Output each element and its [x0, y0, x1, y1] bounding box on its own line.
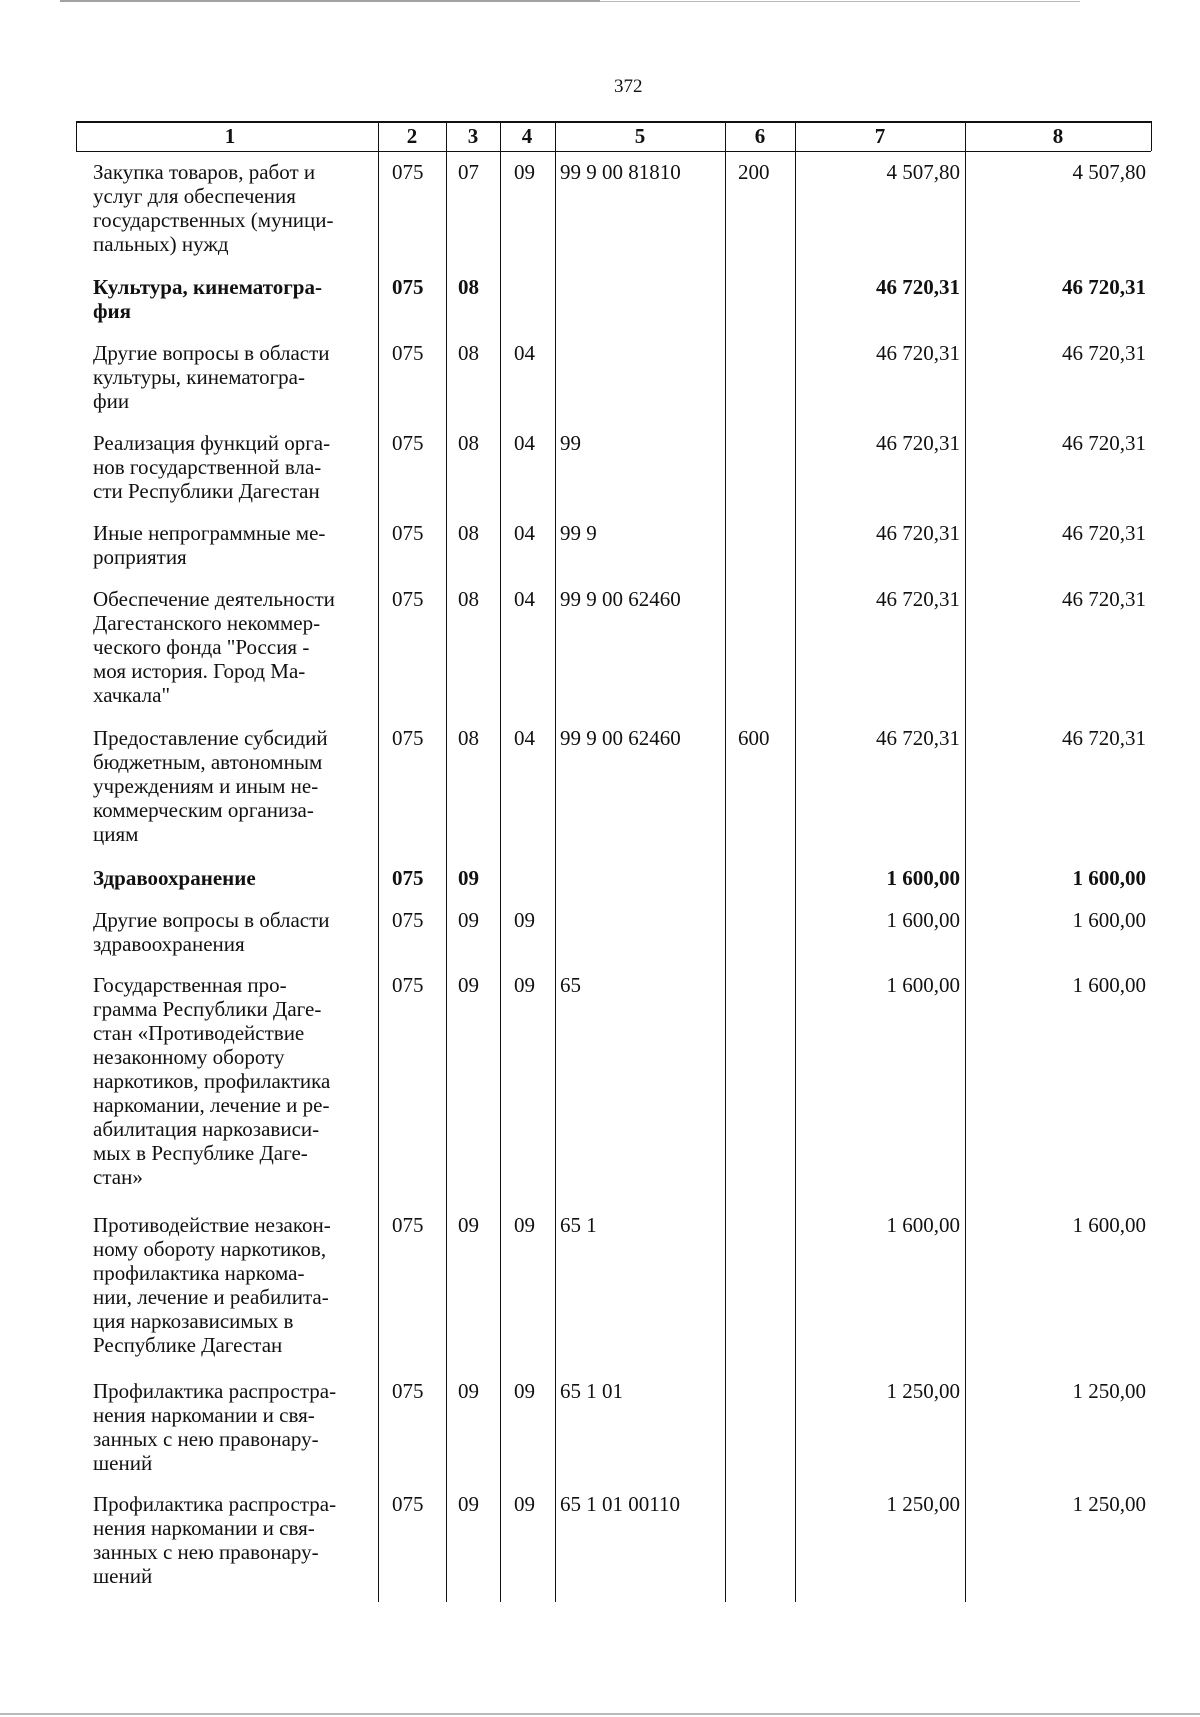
row-name: Здравоохранение — [93, 866, 256, 890]
page-number: 372 — [614, 76, 643, 97]
row-c3: 08 — [458, 726, 479, 750]
column-divider — [725, 121, 726, 1602]
row-c3: 08 — [458, 275, 479, 299]
row-c3: 09 — [458, 1213, 479, 1237]
row-c4: 04 — [514, 726, 535, 750]
row-c4: 09 — [514, 160, 535, 184]
row-c4: 04 — [514, 587, 535, 611]
row-c4: 09 — [514, 973, 535, 997]
row-c7: 46 720,31 — [876, 726, 960, 750]
row-c5: 65 1 01 — [560, 1379, 623, 1403]
row-c4: 04 — [514, 431, 535, 455]
column-header-6: 6 — [754, 124, 766, 148]
row-c3: 09 — [458, 866, 479, 890]
row-c4: 09 — [514, 1213, 535, 1237]
column-divider — [795, 121, 796, 1602]
column-header-1: 1 — [224, 124, 236, 148]
row-c8: 1 600,00 — [1072, 1213, 1146, 1237]
row-c2: 075 — [392, 275, 424, 299]
column-header-3: 3 — [467, 124, 479, 148]
row-c6: 200 — [738, 160, 770, 184]
row-c3: 08 — [458, 521, 479, 545]
row-c6: 600 — [738, 726, 770, 750]
row-c2: 075 — [392, 521, 424, 545]
column-header-5: 5 — [634, 124, 646, 148]
row-c7: 1 600,00 — [886, 973, 960, 997]
row-c7: 46 720,31 — [876, 521, 960, 545]
row-c8: 4 507,80 — [1072, 160, 1146, 184]
column-header-4: 4 — [521, 124, 533, 148]
row-c5: 65 — [560, 973, 581, 997]
row-c8: 1 250,00 — [1072, 1379, 1146, 1403]
row-c2: 075 — [392, 341, 424, 365]
row-c5: 99 — [560, 431, 581, 455]
row-c4: 04 — [514, 341, 535, 365]
row-name: Культура, кинематогра- фия — [93, 275, 322, 323]
header-bottom-border — [76, 151, 1151, 152]
column-header-2: 2 — [406, 124, 418, 148]
row-name: Государственная про- грамма Республики Даге- стан «Противодействие незаконному обороту наркотиков, профилактика наркомании, лечение и ре- абилитация наркозависи- мых в Республике Даге- стан» — [93, 973, 331, 1189]
row-c2: 075 — [392, 160, 424, 184]
row-c8: 46 720,31 — [1062, 431, 1146, 455]
row-name: Другие вопросы в области здравоохранения — [93, 908, 330, 956]
row-c7: 4 507,80 — [886, 160, 960, 184]
row-c7: 1 250,00 — [886, 1492, 960, 1516]
row-c5: 65 1 01 00110 — [560, 1492, 680, 1516]
row-c8: 46 720,31 — [1062, 275, 1146, 299]
row-c3: 08 — [458, 431, 479, 455]
row-c5: 65 1 — [560, 1213, 597, 1237]
row-name: Предоставление субсидий бюджетным, автономным учреждениям и иным не- коммерческим организа- циям — [93, 726, 328, 846]
row-c7: 46 720,31 — [876, 587, 960, 611]
column-header-7: 7 — [874, 124, 886, 148]
row-c3: 08 — [458, 341, 479, 365]
column-divider — [378, 121, 379, 1602]
row-c3: 07 — [458, 160, 479, 184]
row-name: Реализация функций орга- нов государственной вла- сти Республики Дагестан — [93, 431, 331, 503]
row-c5: 99 9 00 62460 — [560, 726, 681, 750]
row-c7: 1 600,00 — [886, 1213, 960, 1237]
row-c8: 1 600,00 — [1072, 866, 1146, 890]
row-c2: 075 — [392, 1492, 424, 1516]
row-name: Обеспечение деятельности Дагестанского некоммер- ческого фонда "Россия - моя история. Город Ма- хачкала" — [93, 587, 335, 707]
row-c2: 075 — [392, 866, 424, 890]
row-c3: 09 — [458, 1492, 479, 1516]
row-c8: 1 600,00 — [1072, 973, 1146, 997]
row-name: Профилактика распростра- нения наркомании и свя- занных с нею правонару- шений — [93, 1492, 337, 1588]
row-c8: 46 720,31 — [1062, 521, 1146, 545]
row-name: Другие вопросы в области культуры, кинематогра- фии — [93, 341, 330, 413]
row-name: Иные непрограммные ме- роприятия — [93, 521, 326, 569]
row-c7: 1 600,00 — [886, 866, 960, 890]
row-c7: 46 720,31 — [876, 431, 960, 455]
row-c8: 1 250,00 — [1072, 1492, 1146, 1516]
row-c2: 075 — [392, 908, 424, 932]
row-c7: 1 250,00 — [886, 1379, 960, 1403]
row-c7: 1 600,00 — [886, 908, 960, 932]
column-divider — [76, 121, 77, 151]
row-c2: 075 — [392, 726, 424, 750]
column-divider — [555, 121, 556, 1602]
row-c4: 09 — [514, 1379, 535, 1403]
row-c7: 46 720,31 — [876, 341, 960, 365]
row-c7: 46 720,31 — [876, 275, 960, 299]
row-c5: 99 9 — [560, 521, 597, 545]
row-c8: 1 600,00 — [1072, 908, 1146, 932]
row-c4: 09 — [514, 1492, 535, 1516]
row-c3: 09 — [458, 1379, 479, 1403]
table-top-border — [76, 121, 1151, 123]
row-c3: 09 — [458, 973, 479, 997]
row-name: Профилактика распростра- нения наркомании и свя- занных с нею правонару- шений — [93, 1379, 337, 1475]
row-c2: 075 — [392, 1213, 424, 1237]
row-c5: 99 9 00 62460 — [560, 587, 681, 611]
row-c4: 09 — [514, 908, 535, 932]
row-name: Закупка товаров, работ и услуг для обеспечения государственных (муници- пальных) нужд — [93, 160, 334, 256]
row-name: Противодействие незакон- ному обороту наркотиков, профилактика наркома- нии, лечение и реабилита- ция наркозависимых в Республике Дагестан — [93, 1213, 331, 1357]
row-c8: 46 720,31 — [1062, 726, 1146, 750]
row-c5: 99 9 00 81810 — [560, 160, 681, 184]
row-c2: 075 — [392, 587, 424, 611]
row-c3: 08 — [458, 587, 479, 611]
row-c8: 46 720,31 — [1062, 587, 1146, 611]
row-c3: 09 — [458, 908, 479, 932]
column-divider — [446, 121, 447, 1602]
row-c2: 075 — [392, 1379, 424, 1403]
row-c2: 075 — [392, 973, 424, 997]
column-divider — [1151, 121, 1152, 151]
column-divider — [500, 121, 501, 1602]
column-header-8: 8 — [1052, 124, 1064, 148]
row-c8: 46 720,31 — [1062, 341, 1146, 365]
row-c4: 04 — [514, 521, 535, 545]
row-c2: 075 — [392, 431, 424, 455]
column-divider — [965, 121, 966, 1602]
